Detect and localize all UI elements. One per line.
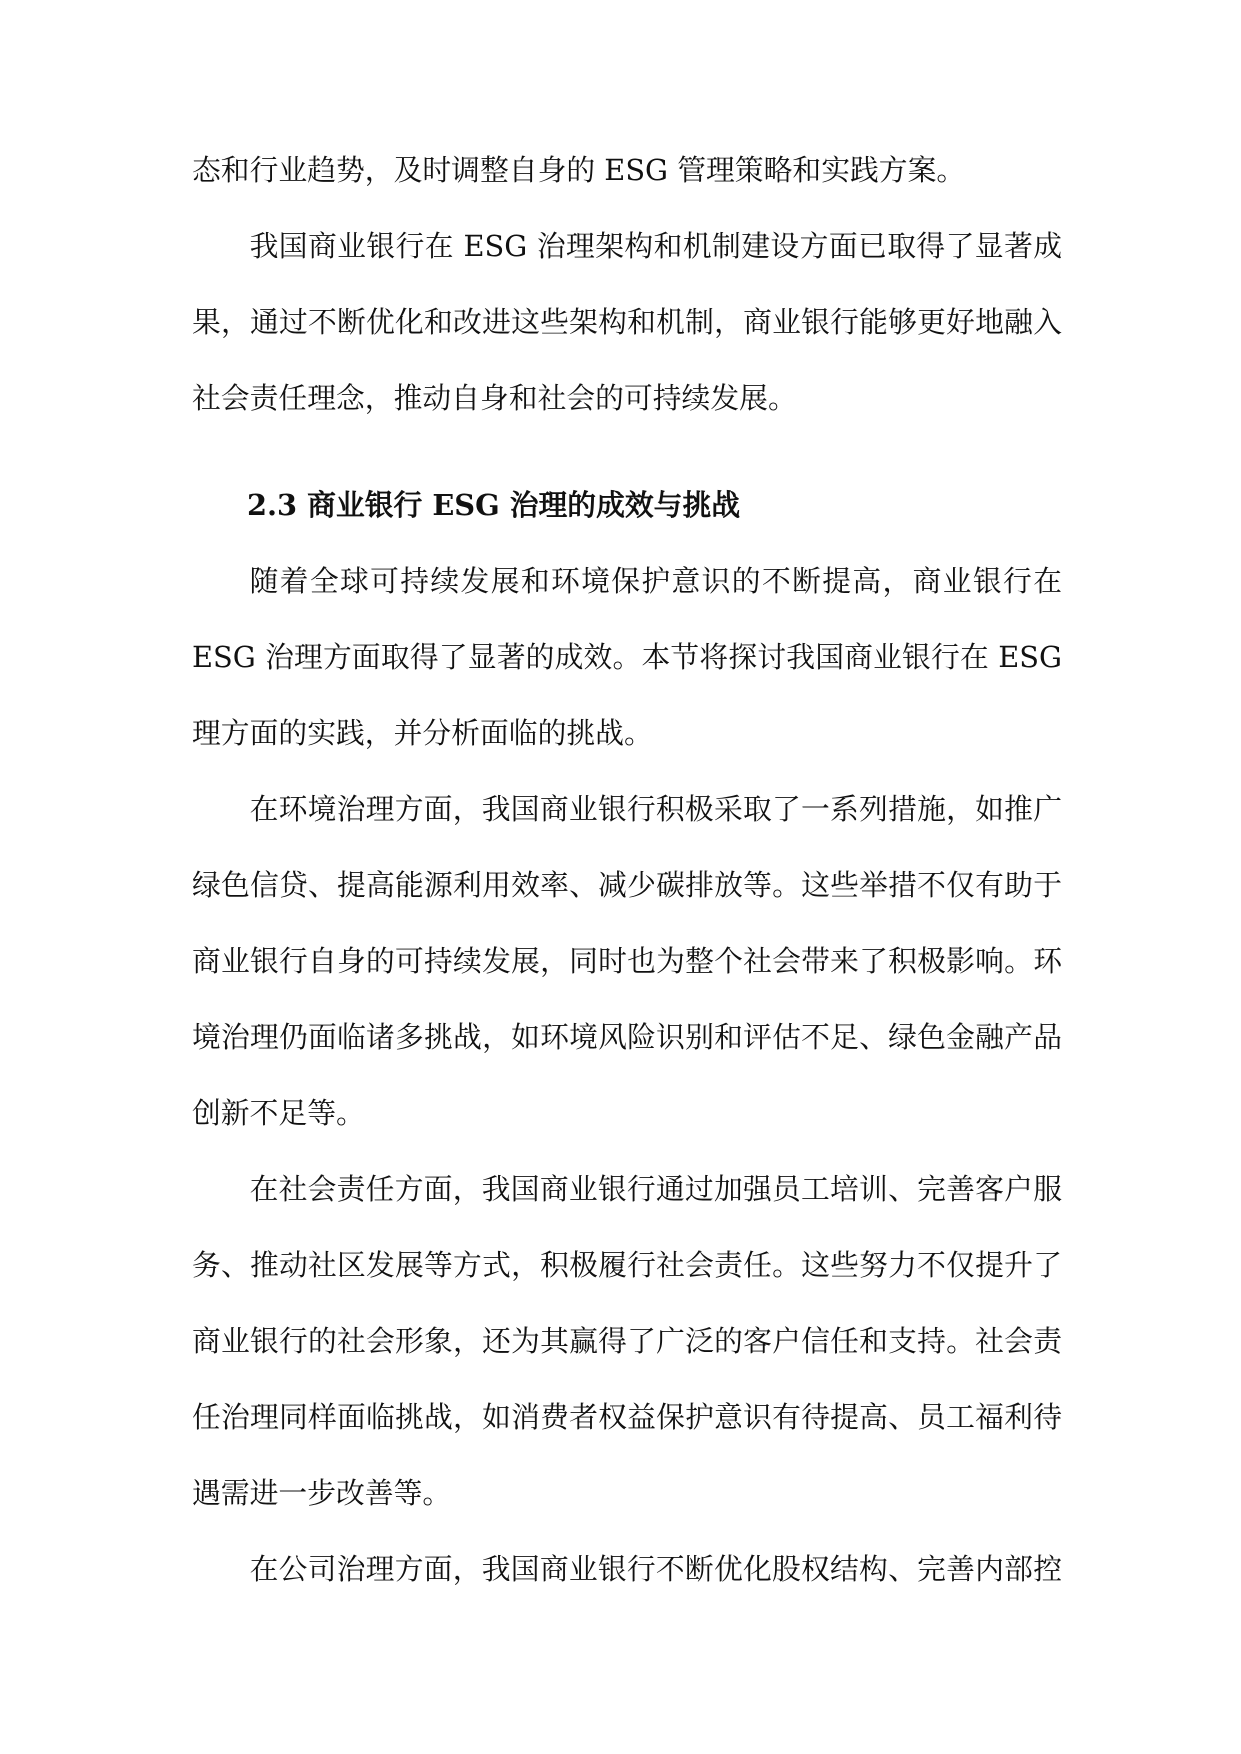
- text-line: ESG 治理方面取得了显著的成效。本节将探讨我国商业银行在 ESG: [192, 640, 1062, 674]
- text-line: 态和行业趋势，及时调整自身的 ESG 管理策略和实践方案。: [192, 153, 966, 187]
- text-line: 果，通过不断优化和改进这些架构和机制，商业银行能够更好地融入: [192, 305, 1062, 339]
- text-line: 在环境治理方面，我国商业银行积极采取了一系列措施，如推广: [249, 792, 1062, 826]
- text-line: 随着全球可持续发展和环境保护意识的不断提高，商业银行在: [249, 564, 1062, 598]
- text-line: 任治理同样面临挑战，如消费者权益保护意识有待提高、员工福利待: [192, 1400, 1062, 1434]
- text-line: 社会责任理念，推动自身和社会的可持续发展。: [192, 381, 797, 415]
- text-line: 遇需进一步改善等。: [192, 1476, 452, 1510]
- paragraph: [192, 132, 1062, 208]
- text-line: 商业银行自身的可持续发展，同时也为整个社会带来了积极影响。环: [192, 944, 1062, 978]
- text-line: 理方面的实践，并分析面临的挑战。: [192, 716, 653, 750]
- text-line: 在公司治理方面，我国商业银行不断优化股权结构、完善内部控: [249, 1552, 1062, 1586]
- text-line: 商业银行的社会形象，还为其赢得了广泛的客户信任和支持。社会责: [192, 1324, 1062, 1358]
- paragraph: [192, 771, 1062, 1151]
- paragraph: [192, 1151, 1062, 1531]
- paragraph: [192, 543, 1062, 771]
- text-line: 在社会责任方面，我国商业银行通过加强员工培训、完善客户服: [249, 1172, 1062, 1206]
- paragraph: [192, 208, 1062, 436]
- section-heading: 2.3 商业银行 ESG 治理的成效与挑战: [247, 488, 741, 522]
- text-line: 创新不足等。: [192, 1096, 365, 1130]
- document-body: [192, 132, 1062, 1607]
- paragraph: [192, 1531, 1062, 1607]
- text-line: 境治理仍面临诸多挑战，如环境风险识别和评估不足、绿色金融产品: [192, 1020, 1062, 1054]
- text-line: 我国商业银行在 ESG 治理架构和机制建设方面已取得了显著成: [249, 229, 1062, 263]
- text-line: 绿色信贷、提高能源利用效率、减少碳排放等。这些举措不仅有助于: [192, 868, 1062, 902]
- text-line: 务、推动社区发展等方式，积极履行社会责任。这些努力不仅提升了: [192, 1248, 1062, 1282]
